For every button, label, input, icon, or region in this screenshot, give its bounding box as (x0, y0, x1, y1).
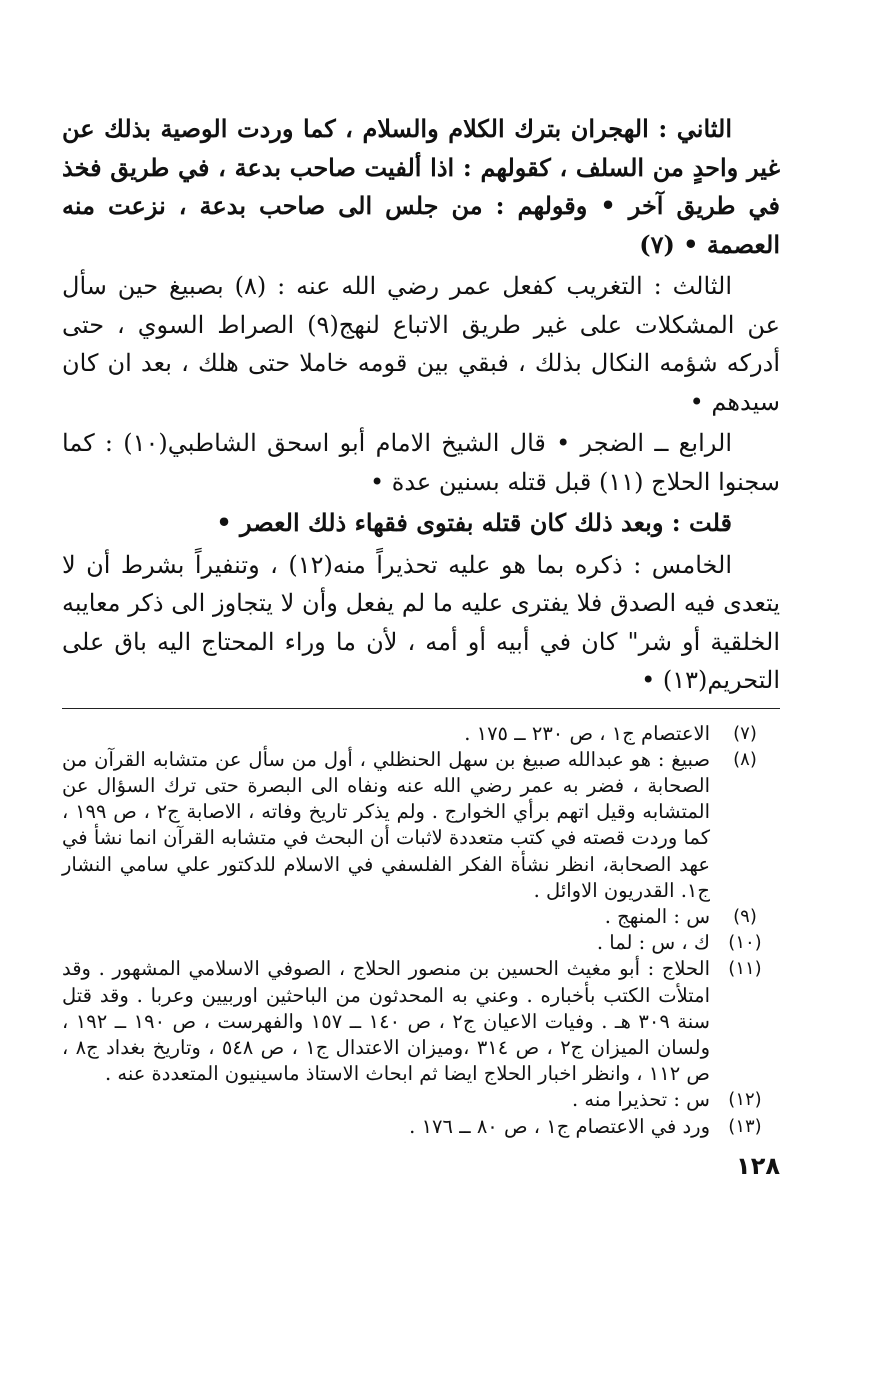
main-text (62, 110, 780, 700)
paragraph-fifth: الخامس : ذكره بما هو عليه تحذيراً منه(١٢) ، وتنفيراً بشرط أن لا يتعدى فيه الصدق فلا يفترى عليه ما لم يفعل وأن لا يتجاوز الى ذكر معايبه الخلقية أو شر" كان في أبيه أو أمه ، لأن ما وراء المحتاج اليه باق على التحريم(١٣) • (62, 550, 780, 694)
footnote (62, 956, 780, 1087)
footnote-text: س : المنهج . (604, 904, 710, 928)
footnote (62, 904, 780, 930)
footnote-number: (١٣) (728, 1115, 762, 1137)
footnote-text: صبيغ : هو عبدالله صبيغ بن سهل الحنظلي ، أول من سأل عن متشابه القرآن من الصحابة ، فضر به عمر رضي الله عنه ونفاه الى البصرة حتى ترك السؤال عن المتشابه وقيل اتهم برأي الخوارج . ولم يذكر تاريخ وفاته ، الاصابة ج٢ ، ص ١٩٩ ، كما وردت قصته في كتب متعددة لاثبات أن البحث في متشابه القرآن انما نشأ في عهد الصحابة، انظر نشأة الفكر الفلسفي في الاسلام للدكتور علي سامي النشار ج١. القدريون الاوائل . (62, 747, 710, 902)
footnote-separator (62, 708, 780, 709)
footnote-number: (١٢) (728, 1089, 762, 1111)
paragraph-fourth: الرابع ــ الضجر • قال الشيخ الامام أبو اسحق الشاطبي(١٠) : كما سجنوا الحلاج (١١) قبل قتله بسنين عدة • (62, 429, 780, 496)
footnote (62, 1114, 780, 1140)
page-number: ١٢٨ (736, 1151, 780, 1180)
paragraph-third: الثالث : التغريب كفعل عمر رضي الله عنه : (٨) بصبيغ حين سأل عن المشكلات على غير طريق الاتباع لنهج(٩) الصراط السوي ، حتى أدركه شؤمه النكال بذلك ، فبقي بين قومه خاملا حتى هلك ، بعد ان كان سيدهم • (62, 272, 780, 416)
footnote (62, 930, 780, 956)
footnote-text: الاعتصام ج١ ، ص ٢٣٠ ــ ١٧٥ . (464, 721, 710, 745)
paragraph-note: قلت : وبعد ذلك كان قتله بفتوى فقهاء ذلك العصر • (216, 508, 732, 537)
footnote-number: (٧) (733, 722, 757, 744)
footnote-number: (١٠) (728, 932, 762, 954)
footnote (62, 721, 780, 747)
footnote-text: الحلاج : أبو مغيث الحسين بن منصور الحلاج ، الصوفي الاسلامي المشهور . وقد امتلأت الكتب بأخباره . وعني به المحدثون من الباحثين اوربيين وعربا . وقد قتل سنة ٣٠٩ هـ . وفيات الاعيان ج٢ ، ص ١٤٠ ــ ١٥٧ والفهرست ، ص ١٩٠ ــ ١٩٢ ، ولسان الميزان ج٢ ، ص ٣١٤ ،وميزان الاعتدال ج١ ، ص ٥٤٨ ، وتاريخ بغداد ج٨ ، ص ١١٢ ، وانظر اخبار الحلاج ايضا ثم ابحاث الاستاذ ماسينيون المتعددة عنه . (62, 957, 711, 1086)
footnote-text: س : تحذيرا منه . (571, 1088, 710, 1112)
footnote-number: (١١) (728, 958, 762, 980)
footnote-number: (٩) (733, 905, 757, 927)
paragraph-second: الثاني : الهجران بترك الكلام والسلام ، كما وردت الوصية بذلك عن غير واحدٍ من السلف ، كقولهم : اذا ألفيت صاحب بدعة ، في طريق فخذ في طريق آخر • وقولهم : من جلس الى صاحب بدعة ، نزعت منه العصمة • (٧) (62, 114, 780, 259)
book-page (62, 110, 780, 1180)
footnote (62, 1087, 780, 1113)
footnotes (62, 721, 780, 1140)
footnote (62, 747, 780, 904)
footnote-text: ورد في الاعتصام ج١ ، ص ٨٠ ــ ١٧٦ . (409, 1114, 710, 1138)
footnote-text: ك ، س : لما . (596, 931, 710, 955)
footnote-number: (٨) (733, 748, 757, 770)
